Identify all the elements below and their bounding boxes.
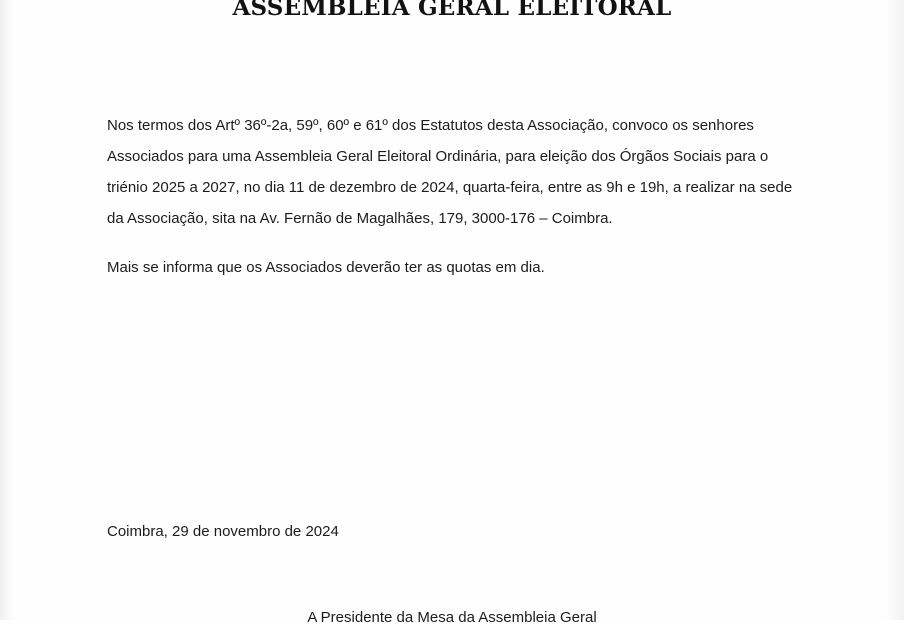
page-left-edge <box>0 0 14 620</box>
document-title: ASSEMBLEIA GERAL ELEITORAL <box>232 0 672 21</box>
page-right-edge <box>886 0 904 620</box>
place-and-date: Coimbra, 29 de novembro de 2024 <box>107 523 339 540</box>
convocation-paragraph: Nos termos dos Artº 36º-2a, 59º, 60º e 61º dos Estatutos desta Associação, convoco os senhores Associados para uma Assembleia Geral Eleitoral Ordinária, para eleição dos Órgãos Sociais para o triénio 2025 a 2027, no dia 11 de dezembro de 2024, quarta-feira, entre as 9h e 19h, a realizar na sede da Associação, sita na Av. Fernão de Magalhães, 179, 3000-176 – Coimbra. <box>107 117 793 227</box>
dues-notice-paragraph: Mais se informa que os Associados deverão ter as quotas em dia. <box>107 259 545 276</box>
signatory-title: A Presidente da Mesa da Assembleia Geral <box>307 609 597 626</box>
